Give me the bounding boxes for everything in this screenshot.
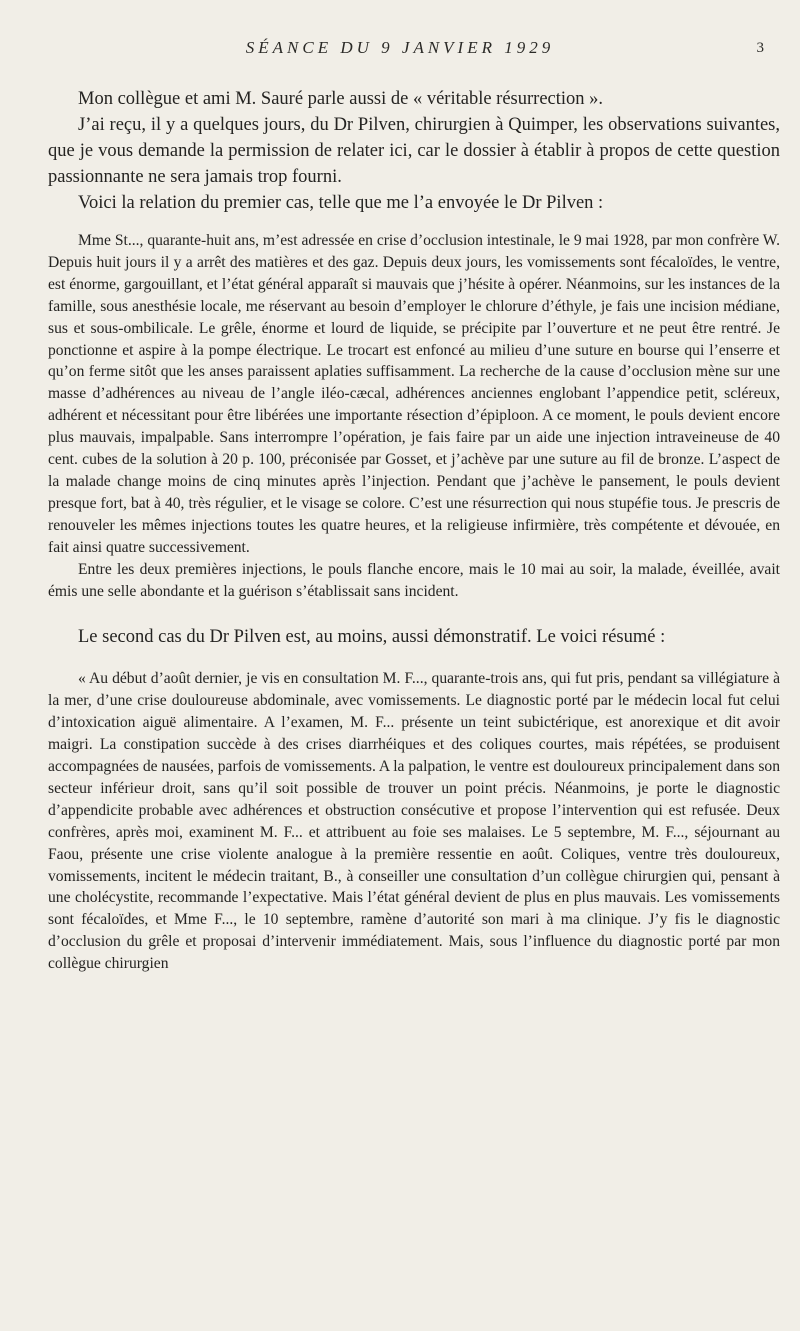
running-title: SÉANCE DU 9 JANVIER 1929 (245, 38, 555, 57)
intro-paragraph-1: Mon collègue et ami M. Sauré parle aussi de « véritable résurrection ». (78, 89, 604, 109)
intro-paragraph-3: Voici la relation du premier cas, telle que me l’a envoyée le Dr Pilven : (78, 193, 604, 213)
page-header (0, 38, 800, 62)
second-case-paragraph-1: « Au début d’août dernier, je vis en consultation M. F..., quarante-trois ans, qui fut pris, pendant sa villégiature à la mer, d’une crise douloureuse abdominale, avec vomissements. Le diagnostic porté par le médecin local fut celui d’intoxication aiguë alimentaire. A l’examen, M. F... présente un teint subictérique, est anorexique et dit avoir maigri. La constipation succède à des crises diarrhéiques et des coliques courtes, mais répétées, se produisent accompagnées de nausées, parfois de vomissements. A la palpation, le ventre est douloureux principalement dans son secteur inférieur droit, sans qu’il soit possible de trouver un point précis. Néanmoins, je porte le diagnostic d’appendicite probable avec adhérences et obstruction consécutive et propose l’intervention qui est refusée. Deux confrères, après moi, examinent M. F... et attribuent au foie ses malaises. Le 5 septembre, M. F..., séjournant au Faou, présente une crise violente analogue à la première ressentie en août. Coliques, ventre très douloureux, vomissements, incitent le médecin traitant, B., à conseiller une consultation d’un collègue chirurgien qui, pensant à une cholécystite, recommande l’expectative. Mais l’état général devient de plus en plus mauvais. Les vomissements sont fécaloïdes, et Mme F..., le 10 septembre, ramène d’autorité son mari à ma clinique. J’y fis le diagnostic d’occlusion du grêle et proposai d’intervenir immédiatement. Mais, sous l’influence du diagnostic porté par mon collègue chirurgien (48, 670, 780, 973)
page-body (48, 86, 780, 975)
second-case-observation (48, 668, 780, 975)
intro-paragraph-2: J’ai reçu, il y a quelques jours, du Dr Pilven, chirurgien à Quimper, les observations suivantes, que je vous demande la permission de relater ici, car le dossier à établir à propos de cette question passionnante ne sera jamais trop fourni. (48, 115, 780, 187)
second-case-intro: Le second cas du Dr Pilven est, au moins, aussi démonstratif. Le voici résumé : (78, 627, 666, 648)
page-number: 3 (756, 40, 764, 56)
first-case-paragraph-2: Entre les deux premières injections, le pouls flanche encore, mais le 10 mai au soir, la malade, éveillée, avait émis une selle abondante et la guérison s’établissait sans incident. (48, 560, 780, 600)
first-case-observation (48, 230, 780, 602)
first-case-paragraph-1: Mme St..., quarante-huit ans, m’est adressée en crise d’occlusion intestinale, le 9 mai 1928, par mon confrère W. Depuis huit jours il y a arrêt des matières et des gaz. Depuis deux jours, les vomissements sont fécaloïdes, le ventre, est énorme, gargouillant, et l’état général apparaît si mauvais que j’hésite à opérer. Néanmoins, sur les instances de la famille, sous anesthésie locale, me réservant au besoin d’employer le chlorure d’éthyle, je fais une incision médiane, sus et sous-ombilicale. Le grêle, énorme et lourd de liquide, se précipite par l’ouverture et ne peut être rentré. Je ponctionne et aspire à la pompe électrique. Le trocart est enfoncé au milieu d’une suture en bourse qui l’enserre et qu’on ferme sitôt que les anses paraissent aplaties suffisamment. La recherche de la cause d’occlusion mène sur une masse d’adhérences au niveau de l’angle iléo-cæcal, adhérences anciennes englobant l’appendice petit, scléreux, adhérent et nécessitant pour être libérées une importante résection d’épiploon. A ce moment, le pouls devient encore plus mauvais, impalpable. Sans interrompre l’opération, je fais faire par un aide une injection intraveineuse de 40 cent. cubes de la solution à 20 p. 100, préconisée par Gosset, et j’achève par une suture au fil de bronze. L’aspect de la malade change moins de cinq minutes après l’injection. Pendant que j’achève le pansement, le pouls devient presque fort, bat à 40, très régulier, et le visage se colore. C’est une résurrection qui nous stupéfie tous. Je prescris de renouveler les mêmes injections toutes les quatre heures, et la religieuse infirmière, très compétente et dévouée, en fait ainsi quatre successivement. (48, 232, 780, 556)
